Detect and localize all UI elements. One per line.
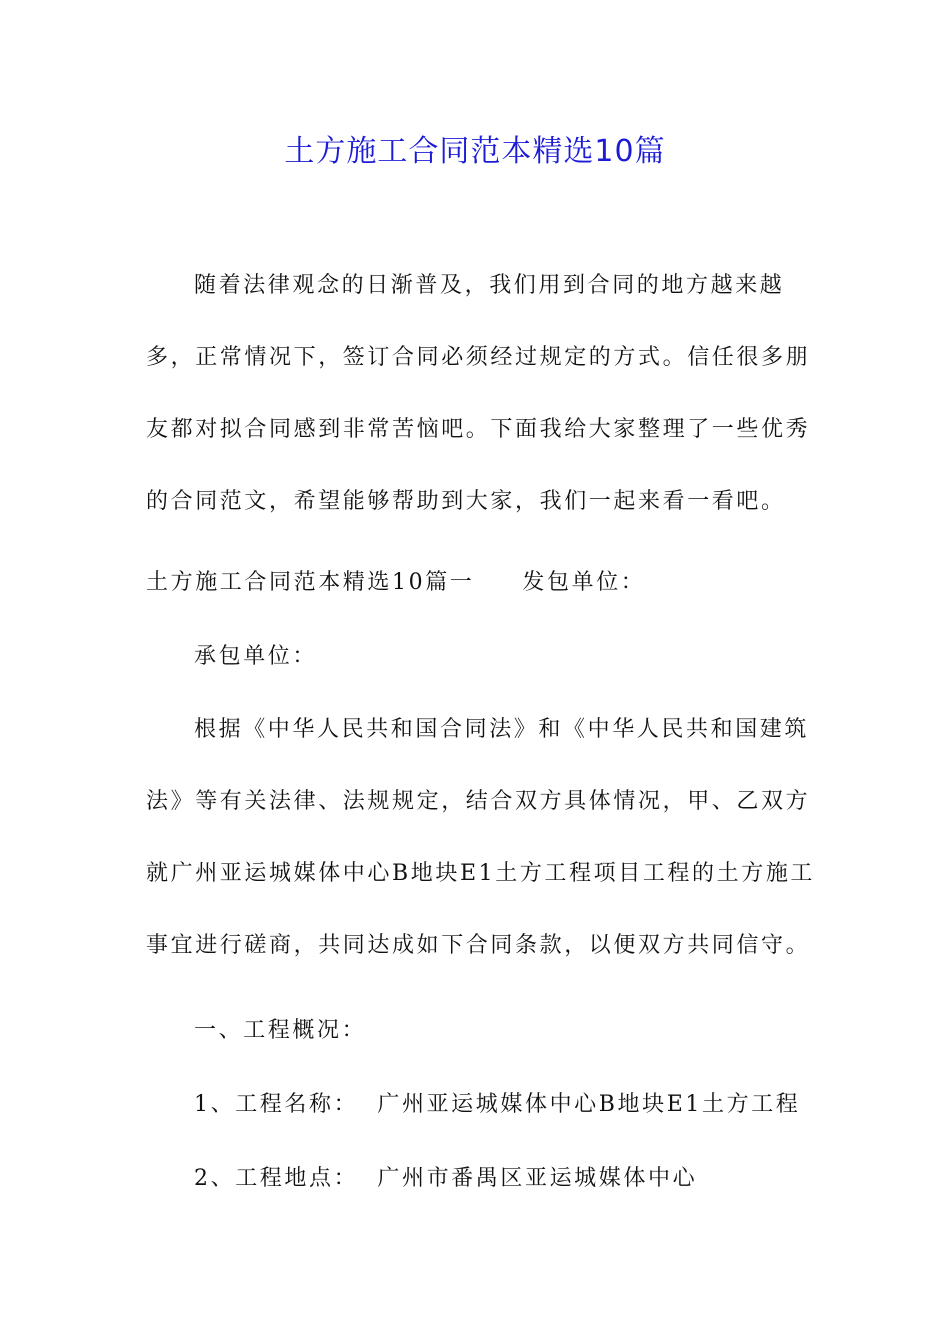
intro-paragraph: 随着法律观念的日渐普及，我们用到合同的地方越来越多，正常情况下，签订合同必须经过规定的方式。信任很多朋友都对拟合同感到非常苦恼吧。下面我给大家整理了一些优秀的合同范文，希望能够帮助到大家，我们一起来看一看吧。: [146, 273, 811, 514]
section-heading: 土方施工合同范本精选10篇一: [146, 570, 475, 595]
overview-item-2: 2、工程地点： 广州市番禺区亚运城媒体中心: [194, 1166, 698, 1191]
basis-paragraph-block: [146, 694, 816, 982]
section-heading-line: [146, 568, 645, 598]
overview-heading: 一、工程概况：: [194, 1018, 367, 1043]
intro-paragraph-block: [146, 250, 816, 538]
overview-item-1: 1、工程名称： 广州亚运城媒体中心B地块E1土方工程: [194, 1092, 801, 1117]
basis-paragraph: 根据《中华人民共和国合同法》和《中华人民共和国建筑法》等有关法律、法规规定，结合双方具体情况，甲、乙双方就广州亚运城媒体中心B地块E1土方工程项目工程的土方施工事宜进行磋商，共同达成如下合同条款，以便双方共同信守。: [146, 717, 816, 958]
employer-label: 发包单位：: [522, 570, 646, 595]
contractor-label: 承包单位：: [194, 644, 318, 669]
document-title: 土方施工合同范本精选10篇: [284, 134, 666, 169]
